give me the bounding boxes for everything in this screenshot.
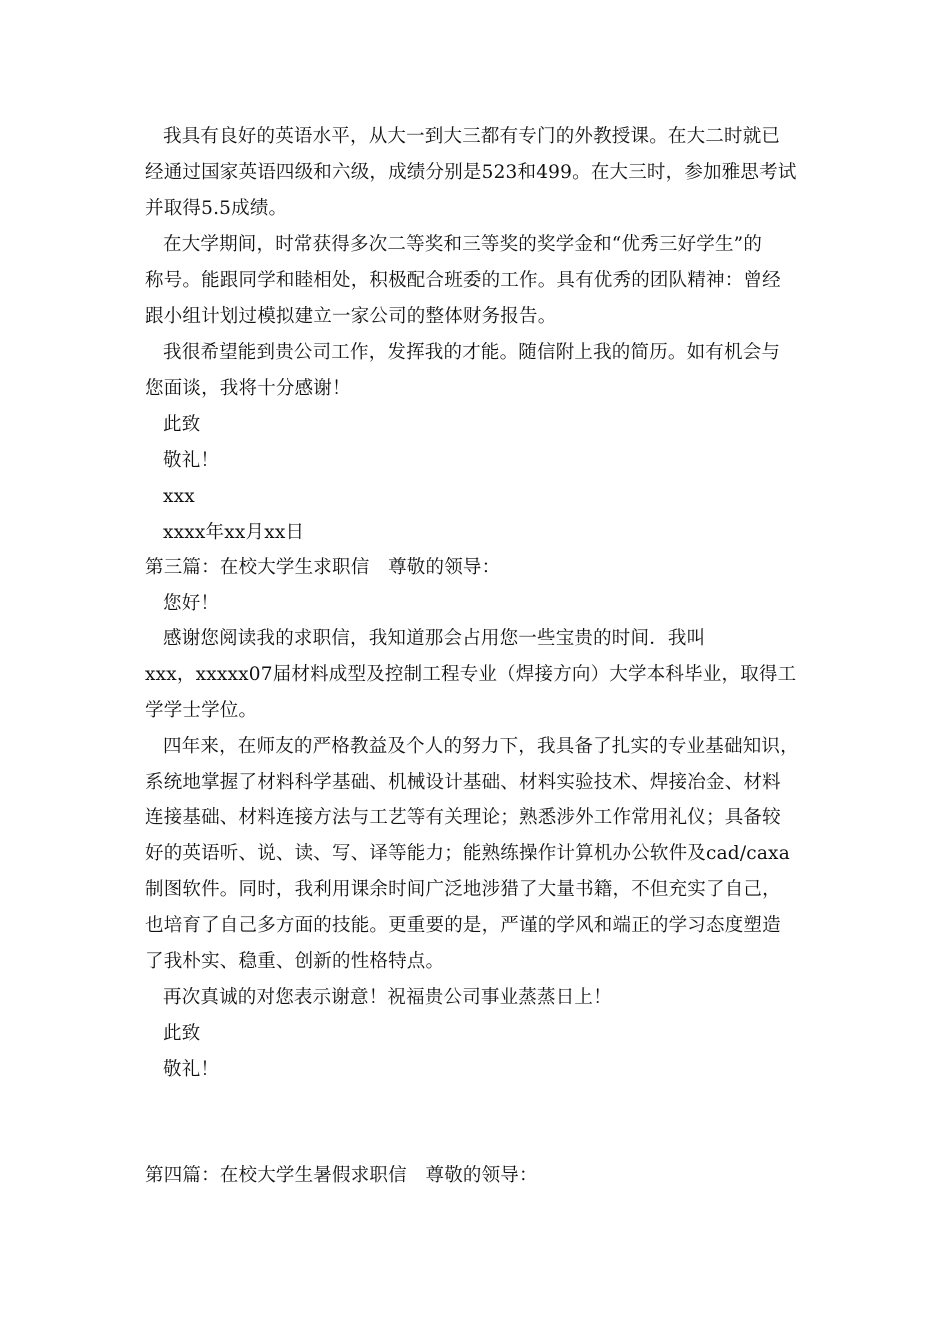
paragraph-line: 连接基础、材料连接方法与工艺等有关理论；熟悉涉外工作常用礼仪；具备较 — [145, 807, 781, 828]
paragraph-line: 四年来，在师友的严格教益及个人的努力下，我具备了扎实的专业基础知识， — [163, 736, 799, 757]
section-heading: 第三篇：在校大学生求职信 尊敬的领导： — [145, 557, 501, 578]
closing-line: 此致 — [163, 414, 201, 435]
paragraph-line: 称号。能跟同学和睦相处，积极配合班委的工作。具有优秀的团队精神：曾经 — [145, 270, 781, 291]
paragraph-line: 经通过国家英语四级和六级，成绩分别是523和499。在大三时，参加雅思考试 — [145, 162, 797, 183]
paragraph-line: 在大学期间，时常获得多次二等奖和三等奖的奖学金和“优秀三好学生”的 — [163, 234, 763, 255]
paragraph-line: 我具有良好的英语水平，从大一到大三都有专门的外教授课。在大二时就已 — [163, 126, 781, 147]
paragraph-line: 跟小组计划过模拟建立一家公司的整体财务报告。 — [145, 306, 557, 327]
greeting-line: 您好！ — [163, 593, 220, 614]
paragraph-line: 也培育了自己多方面的技能。更重要的是，严谨的学风和端正的学习态度塑造 — [145, 915, 781, 936]
paragraph-line: 感谢您阅读我的求职信，我知道那会占用您一些宝贵的时间．我叫 — [163, 628, 706, 649]
paragraph-line: 了我朴实、稳重、创新的性格特点。 — [145, 951, 445, 972]
paragraph-line: 并取得5.5成绩。 — [145, 198, 288, 219]
closing-line: 敬礼！ — [163, 1059, 220, 1080]
closing-line: 此致 — [163, 1023, 201, 1044]
closing-line: 敬礼！ — [163, 450, 220, 471]
paragraph-line: 学学士学位。 — [145, 700, 258, 721]
paragraph-line: 我很希望能到贵公司工作，发挥我的才能。随信附上我的简历。如有机会与 — [163, 342, 781, 363]
paragraph-line: xxx，xxxxx07届材料成型及控制工程专业（焊接方向）大学本科毕业，取得工 — [145, 664, 797, 685]
paragraph-line: 好的英语听、说、读、写、译等能力；能熟练操作计算机办公软件及cad/caxa — [145, 843, 790, 864]
date-line: xxxx年xx月xx日 — [163, 522, 305, 543]
signature-line: xxx — [163, 486, 195, 507]
section-heading: 第四篇：在校大学生暑假求职信 尊敬的领导： — [145, 1165, 538, 1186]
paragraph-line: 系统地掌握了材料科学基础、机械设计基础、材料实验技术、焊接冶金、材料 — [145, 772, 781, 793]
paragraph-line: 制图软件。同时，我利用课余时间广泛地涉猎了大量书籍，不但充实了自己， — [145, 879, 781, 900]
paragraph-line: 再次真诚的对您表示谢意！祝福贵公司事业蒸蒸日上！ — [163, 987, 612, 1008]
paragraph-line: 您面谈，我将十分感谢！ — [145, 378, 351, 399]
